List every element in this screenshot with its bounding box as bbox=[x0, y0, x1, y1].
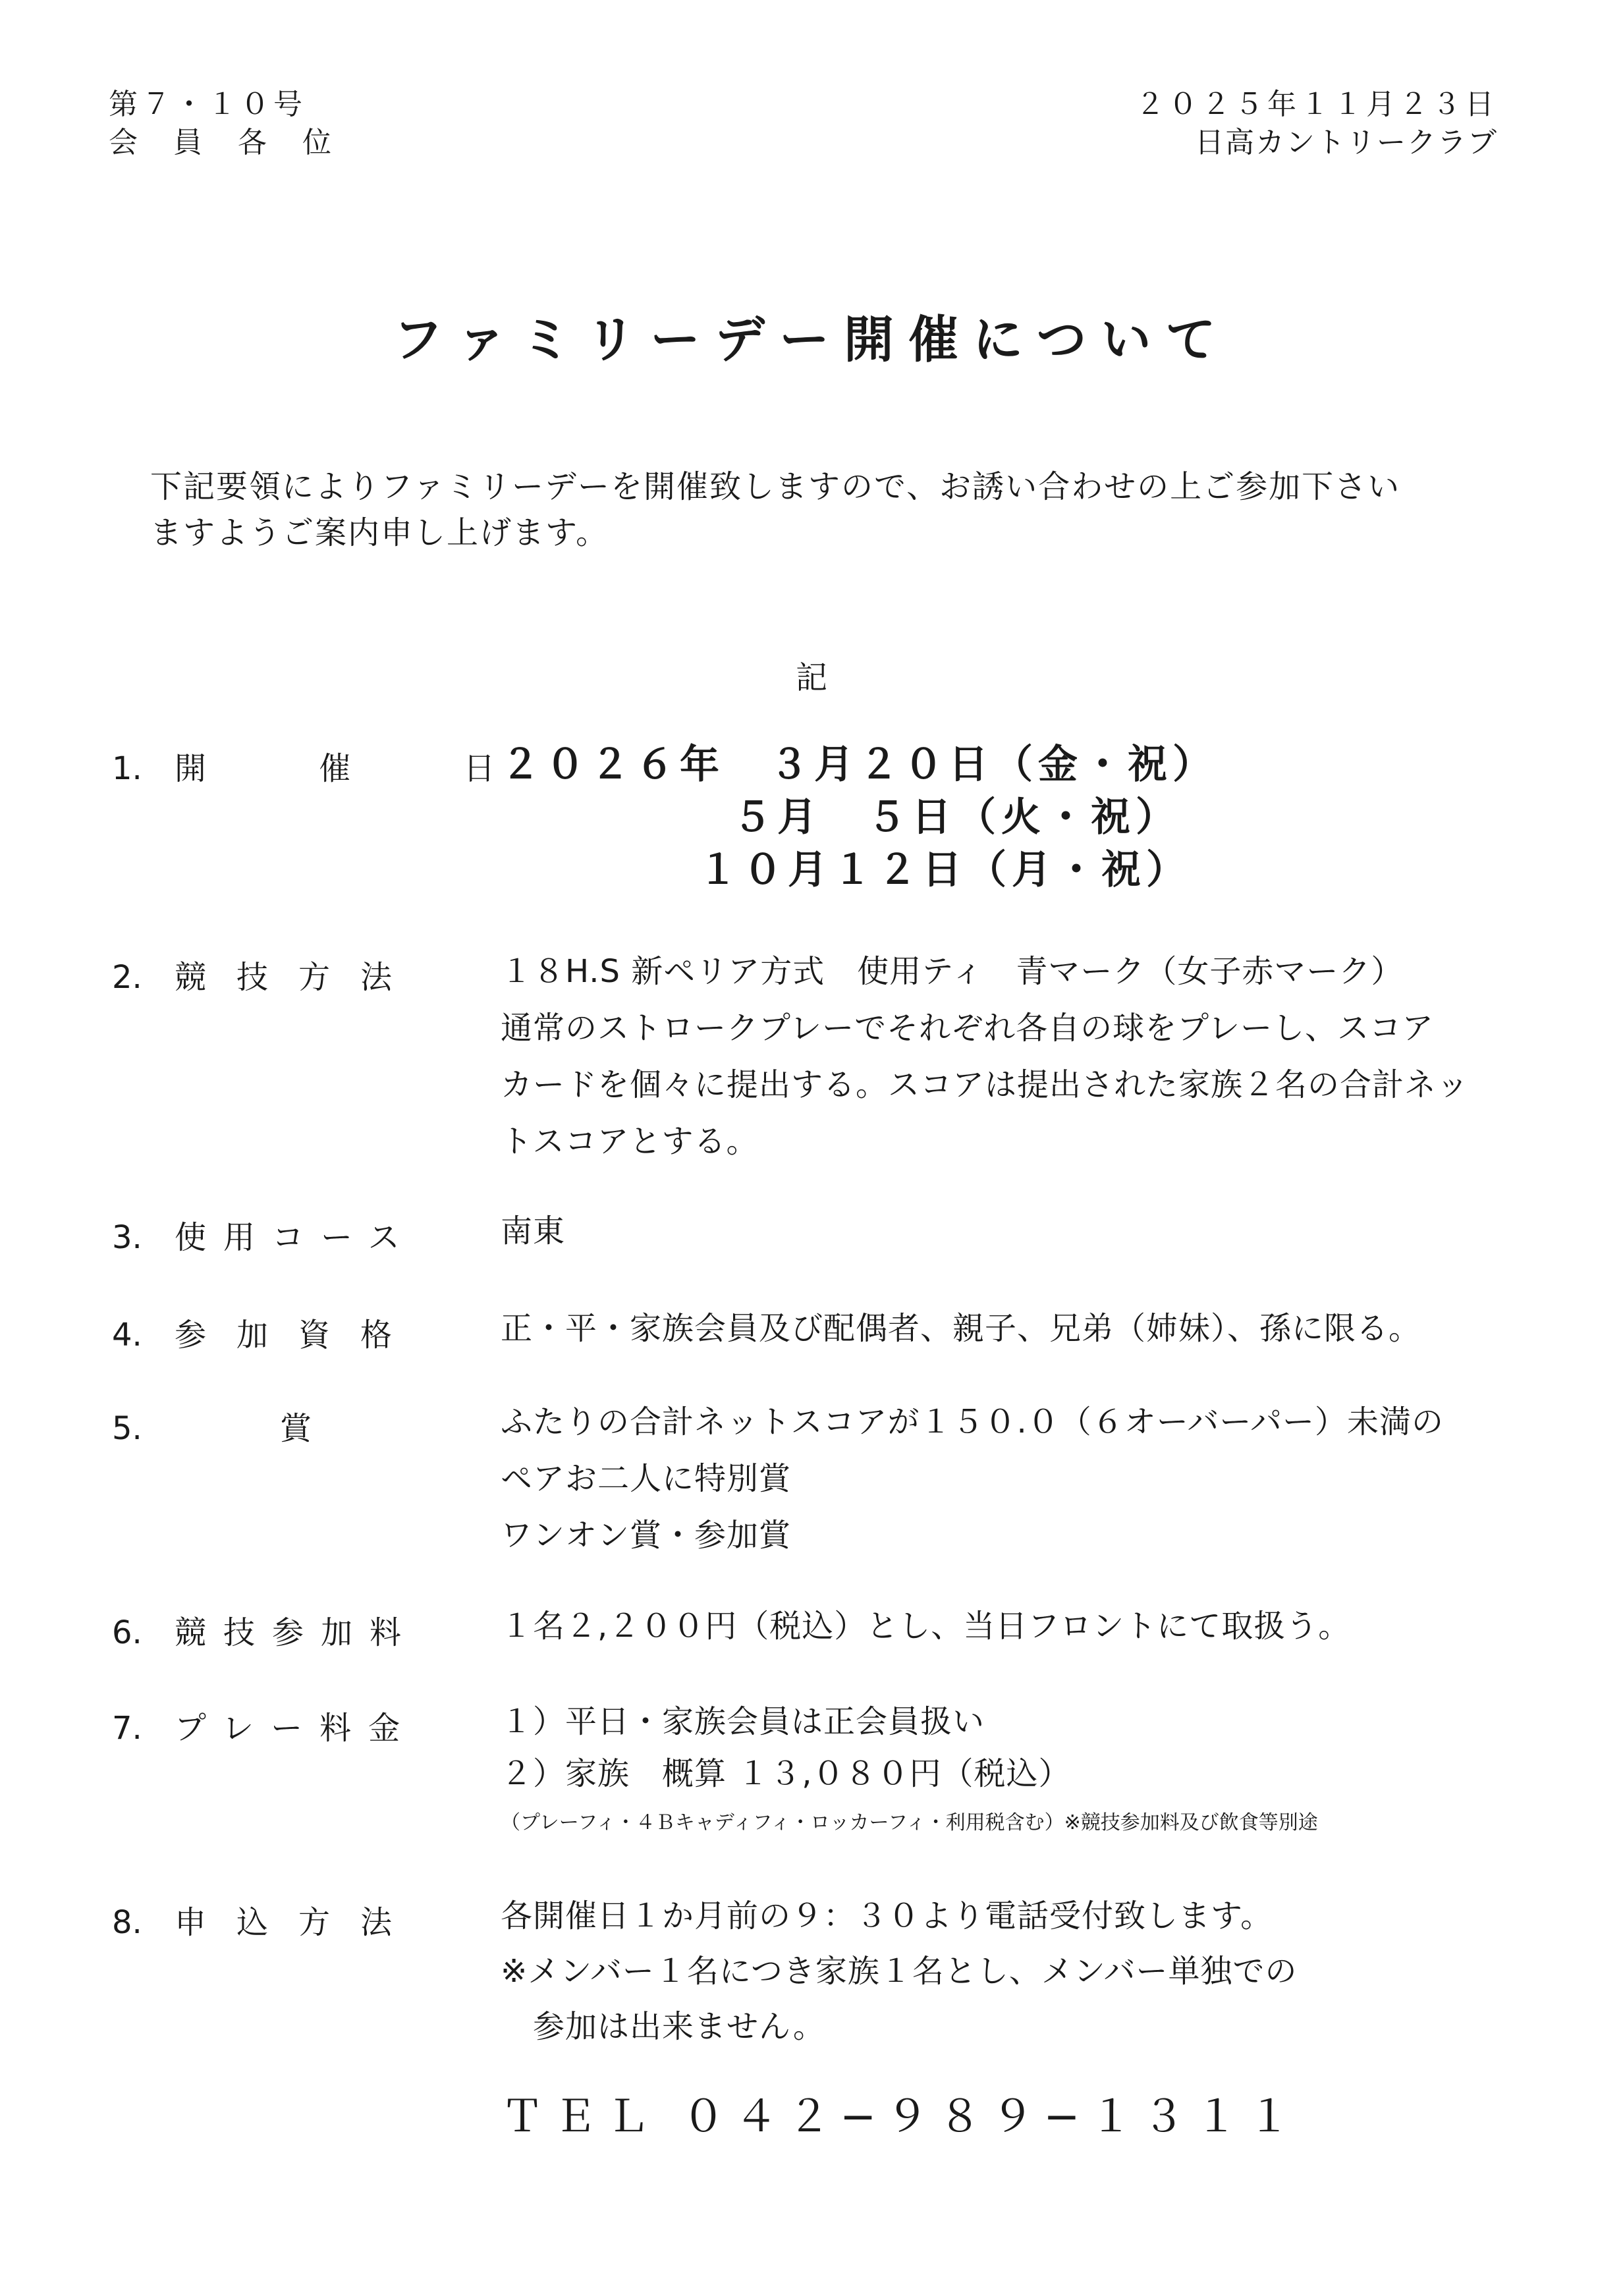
issue-number: 第７・１０号 bbox=[109, 88, 306, 121]
section-number: 1. bbox=[112, 750, 142, 787]
course-value: 南東 bbox=[501, 1213, 566, 1249]
section-label-prizes bbox=[112, 1403, 335, 1448]
section-number: 6. bbox=[112, 1614, 142, 1651]
page-title: ファミリーデー開催について bbox=[393, 310, 1230, 369]
entry-fee-value: １名２,２００円（税込）とし、当日フロントにて取扱う。 bbox=[501, 1608, 1351, 1645]
section-number: 2. bbox=[112, 959, 142, 996]
eligibility-value: 正・平・家族会員及び配偶者、親子、兄弟（姉妹）、孫に限る。 bbox=[501, 1310, 1421, 1347]
prizes-line-3: ワンオン賞・参加賞 bbox=[501, 1517, 792, 1554]
issue-date: ２０２５年１１月２３日 bbox=[1136, 88, 1498, 121]
prizes-line-1: ふたりの合計ネットスコアが１５０.０（６オーバーパー）未満の bbox=[501, 1404, 1444, 1440]
section-label-eligibility bbox=[112, 1309, 422, 1355]
section-number: 7. bbox=[112, 1710, 142, 1747]
play-fee-line-2: ２）家族 概算 １３,０８０円（税込） bbox=[501, 1755, 1071, 1792]
method-line-4: トスコアとする。 bbox=[501, 1123, 759, 1160]
play-fee-line-1: １）平日・家族会員は正会員扱い bbox=[501, 1703, 985, 1740]
section-number: 5. bbox=[112, 1410, 142, 1447]
telephone-number: ＴＥＬ ０４２−９８９−１３１１ bbox=[501, 2091, 1300, 2142]
section-label-entry-fee bbox=[112, 1607, 418, 1653]
intro-line-2: ますようご案内申し上げます。 bbox=[150, 514, 609, 551]
section-label: 参加資格 bbox=[175, 1317, 423, 1353]
section-label-course bbox=[112, 1212, 417, 1257]
section-number: 3. bbox=[112, 1219, 142, 1256]
application-line-2: ※メンバー１名につき家族１名とし、メンバー単独での bbox=[501, 1953, 1298, 1990]
application-line-1: 各開催日１か月前の９：３０より電話受付致します。 bbox=[501, 1898, 1273, 1934]
section-number: 4. bbox=[112, 1317, 142, 1353]
recipients: 会 員 各 位 bbox=[109, 126, 344, 159]
prizes-line-2: ペアお二人に特別賞 bbox=[501, 1460, 792, 1497]
method-line-2: 通常のストロークプレーでそれぞれ各自の球をプレーし、スコア bbox=[501, 1010, 1435, 1047]
date-2: ５月 ５日（火・祝） bbox=[732, 794, 1180, 840]
section-label-application bbox=[112, 1897, 422, 1942]
intro-line-1: 下記要領によりファミリーデーを開催致しますので、お誘い合わせの上ご参加下さい bbox=[150, 468, 1401, 505]
section-label: 開 催 日 bbox=[175, 750, 547, 787]
ki-heading: 記 bbox=[795, 659, 827, 696]
date-3: １０月１２日（月・祝） bbox=[698, 847, 1191, 893]
section-label-play-fee bbox=[112, 1703, 417, 1748]
section-label: 賞 bbox=[280, 1410, 336, 1447]
section-label: 使用コース bbox=[175, 1219, 417, 1256]
application-line-3: 参加は出来ません。 bbox=[501, 2008, 825, 2045]
play-fee-note: （プレーフィ・４Ｂキャディフィ・ロッカーフィ・利用税含む）※競技参加料及び飲食等別途 bbox=[501, 1811, 1318, 1834]
section-number: 8. bbox=[112, 1904, 142, 1941]
section-label: プレー料金 bbox=[175, 1710, 418, 1747]
method-line-1: １８H.S 新ペリア方式 使用ティ 青マーク（女子赤マーク） bbox=[501, 953, 1404, 990]
section-label-dates bbox=[112, 743, 547, 788]
organization: 日高カントリークラブ bbox=[1195, 126, 1498, 159]
section-label: 競技参加料 bbox=[175, 1614, 419, 1651]
method-line-3: カードを個々に提出する。スコアは提出された家族２名の合計ネッ bbox=[501, 1066, 1470, 1103]
section-label: 競技方法 bbox=[175, 959, 423, 996]
date-1: ２０２６年 ３月２０日（金・祝） bbox=[501, 742, 1217, 788]
section-label-method bbox=[112, 952, 422, 997]
section-label: 申込方法 bbox=[175, 1904, 423, 1941]
